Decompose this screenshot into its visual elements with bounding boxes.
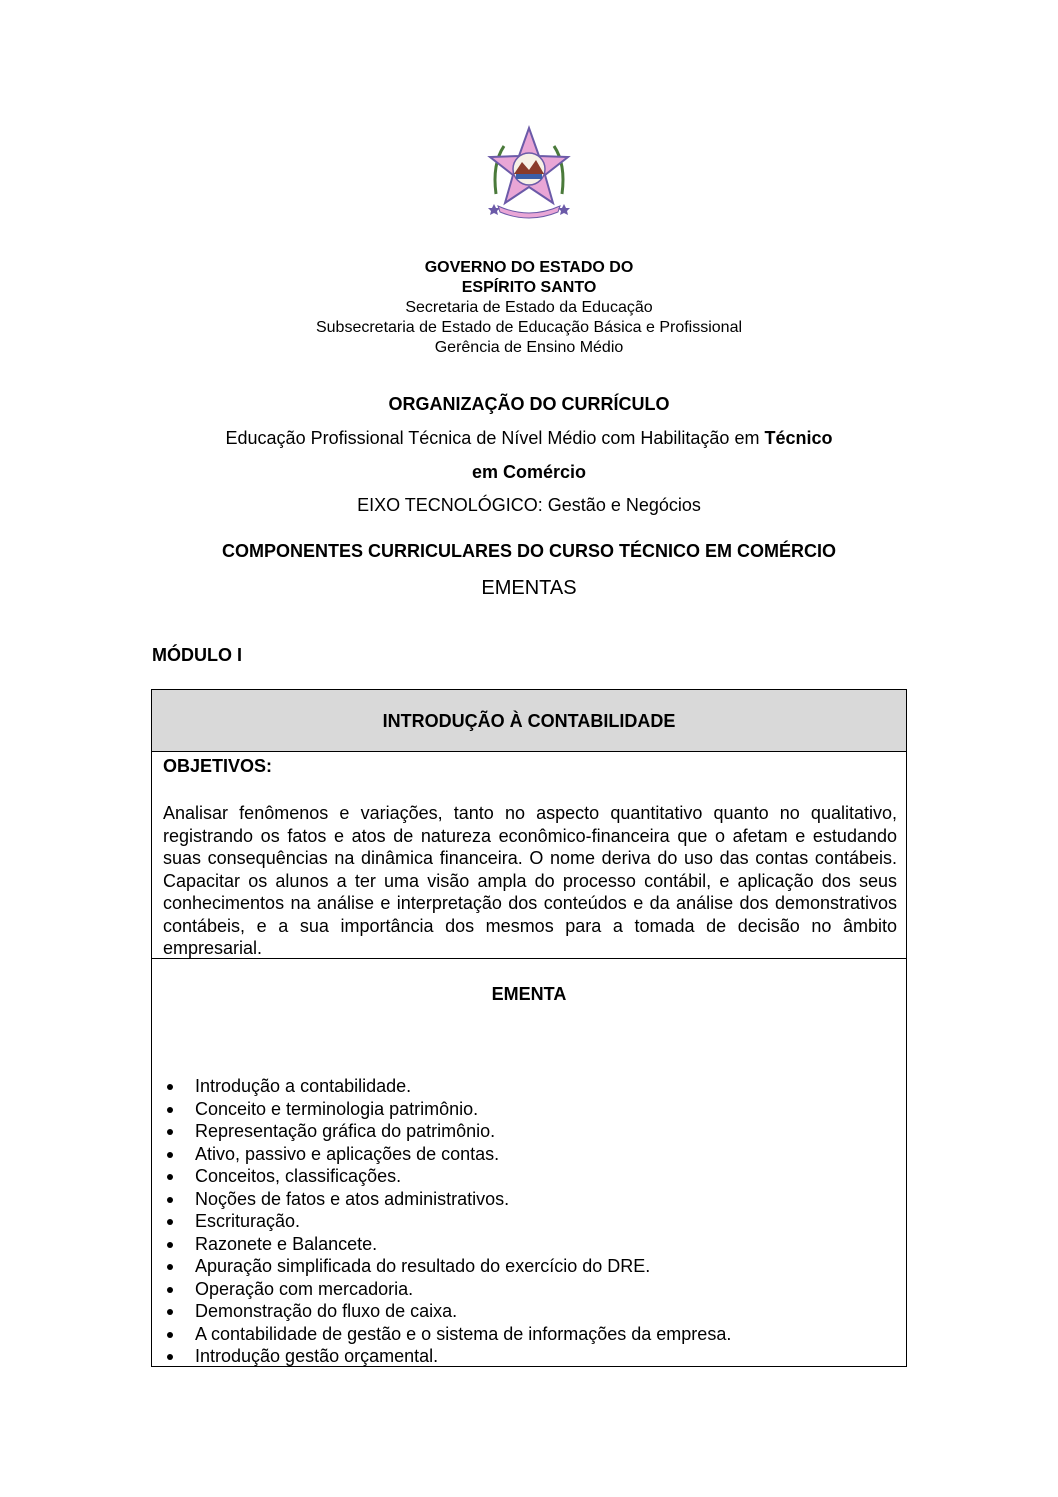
components-heading: COMPONENTES CURRICULARES DO CURSO TÉCNICO EM COMÉRCIO — [221, 541, 837, 561]
bullet-icon — [167, 1197, 173, 1203]
bullet-icon — [167, 1242, 173, 1248]
bullet-icon — [167, 1174, 173, 1180]
list-item — [163, 1143, 893, 1166]
list-item-text: Operação com mercadoria. — [195, 1278, 414, 1299]
objectives-label: OBJETIVOS: — [163, 756, 273, 776]
list-item — [163, 1120, 893, 1143]
list-item-text: Escrituração. — [195, 1211, 301, 1231]
ementas-heading: EMENTAS — [481, 577, 577, 599]
list-item-text: Demonstração do fluxo de caixa. — [195, 1301, 458, 1321]
objectives-text: Analisar fenômenos e variações, tanto no aspecto quantitativo quanto no qualitativo, registrando os fatos e atos de natureza econômico-financeira que o afetam e estudando suas consequências na dinâmica financeira. O nome deriva do uso das contas contábeis. Capacitar os alunos a ter uma visão ampla do processo contábil, e aplicação dos seus conhecimentos na análise e interpretação dos conteúdos e da análise dos demonstrativos contábeis, e a sua importância dos mesmos para a tomada de decisão no âmbito empresarial. — [163, 803, 897, 958]
list-item — [163, 1098, 893, 1121]
document-title: ORGANIZAÇÃO DO CURRÍCULO — [388, 394, 670, 414]
list-item-text: A contabilidade de gestão e o sistema de informações da empresa. — [195, 1323, 732, 1344]
ementa-label: EMENTA — [491, 984, 567, 1004]
list-item — [163, 1255, 893, 1278]
course-name-part-2: em Comércio — [471, 462, 587, 482]
list-item-text: Introdução gestão orçamental. — [195, 1346, 439, 1366]
bullet-icon — [167, 1309, 173, 1315]
bullet-icon — [167, 1084, 173, 1090]
list-item — [163, 1323, 893, 1346]
list-item-text: Noções de fatos e atos administrativos. — [195, 1188, 510, 1209]
list-item — [163, 1300, 893, 1323]
list-item-text: Razonete e Balancete. — [195, 1233, 378, 1254]
list-item — [163, 1165, 893, 1188]
list-item-text: Representação gráfica do patrimônio. — [195, 1121, 496, 1141]
list-item-text: Ativo, passivo e aplicações de contas. — [195, 1143, 500, 1164]
bullet-icon — [167, 1287, 173, 1293]
bullet-icon — [167, 1332, 173, 1338]
bullet-icon — [167, 1354, 173, 1360]
list-item-text: Apuração simplificada do resultado do exercício do DRE. — [195, 1256, 651, 1276]
table-divider — [152, 958, 906, 959]
bullet-icon — [167, 1152, 173, 1158]
bullet-icon — [167, 1219, 173, 1225]
discipline-title: INTRODUÇÃO À CONTABILIDADE — [152, 690, 906, 752]
module-heading: MÓDULO I — [152, 645, 242, 665]
list-item — [163, 1075, 893, 1098]
discipline-table — [151, 689, 907, 1367]
list-item — [163, 1233, 893, 1256]
list-item-text: Conceitos, classificações. — [195, 1166, 402, 1186]
course-description-text: Educação Profissional Técnica de Nível Médio com Habilitação em — [225, 428, 765, 448]
list-item — [163, 1210, 893, 1233]
course-name-part-1: Técnico — [764, 428, 833, 448]
government-line-2: ESPÍRITO SANTO — [461, 279, 597, 296]
bullet-icon — [167, 1129, 173, 1135]
bullet-icon — [167, 1107, 173, 1113]
course-description — [0, 428, 1058, 449]
technological-axis: EIXO TECNOLÓGICO: Gestão e Negócios — [357, 495, 701, 515]
list-item — [163, 1188, 893, 1211]
list-item — [163, 1278, 893, 1301]
bullet-icon — [167, 1264, 173, 1270]
subsecretaria-line: Subsecretaria de Estado de Educação Básica e Profissional — [315, 319, 743, 336]
government-line-1: GOVERNO DO ESTADO DO — [424, 259, 634, 276]
secretaria-line: Secretaria de Estado da Educação — [405, 299, 653, 316]
gerencia-line: Gerência de Ensino Médio — [434, 339, 624, 356]
list-item-text: Conceito e terminologia patrimônio. — [195, 1098, 479, 1119]
state-coat-of-arms-icon — [486, 124, 572, 220]
list-item-text: Introdução a contabilidade. — [195, 1076, 412, 1096]
government-header — [0, 258, 1058, 358]
list-item — [163, 1345, 893, 1368]
ementa-list — [163, 1075, 893, 1368]
